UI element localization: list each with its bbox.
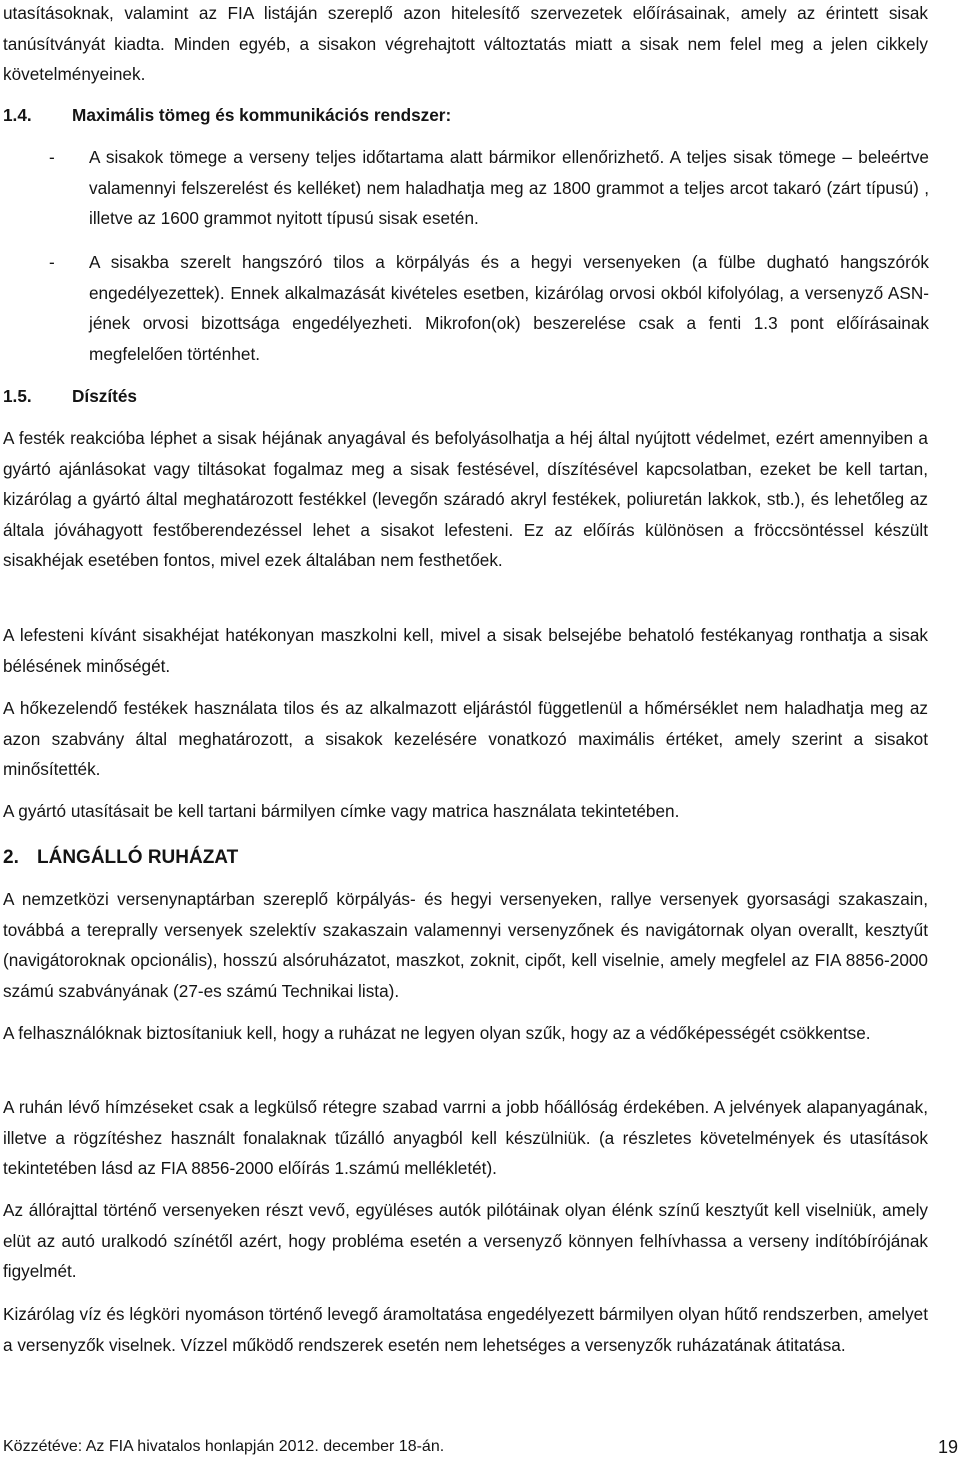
section-number: 1.4.: [3, 105, 32, 125]
page-number: 19: [937, 1437, 958, 1457]
paragraph: A nemzetközi versenynaptárban szereplő körpályás- és hegyi versenyeken, rallye versenyek gyorsasági szakaszain, továbbá a tereprally versenyek szelektív szakaszain valamennyi versenyzőnek és navigátornak olyan overallt, kesztyűt (navigátoroknak opcionális), hosszú alsóruházatot, maszkot, zoknit, cipőt, kell viselnie, amely megfelel az FIA 8856-2000 számú szabványának (27-es számú Technikai lista).: [3, 889, 928, 1001]
paragraph: A hőkezelendő festékek használata tilos és az alkalmazott eljárástól függetlenül a hőmérséklet nem haladhatja meg az azon szabvány által meghatározott, a sisakok kezelésére vonatkozó maximális értéket, amely szerint a sisakot minősítették.: [3, 698, 928, 780]
list-item-text: A sisakba szerelt hangszóró tilos a körpályás és a hegyi versenyeken (a fülbe dugható hangszórók engedélyezettek). Ennek alkalmazását kivételes esetben, kizárólag orvosi okból kifolyólag, a versenyző ASN-jének orvosi bizottsága engedélyezheti. Mikrofon(ok) beszerelése csak a fenti 1.3 pont előírásainak megfelelően történhet.: [89, 252, 929, 364]
list-item: [49, 142, 929, 242]
paragraph: A lefesteni kívánt sisakhéjat hatékonyan maszkolni kell, mivel a sisak belsejébe behatoló festékanyag ronthatja a sisak bélésének minőségét.: [3, 625, 928, 676]
publication-note: Közzétéve: Az FIA hivatalos honlapján 2012. december 18-án.: [3, 1438, 445, 1455]
bullet-dash: -: [49, 252, 55, 272]
section-title: Díszítés: [72, 386, 137, 406]
paragraph: A ruhán lévő hímzéseket csak a legkülső rétegre szabad varrni a jobb hőállóság érdekében. A jelvények alapanyagának, illetve a rögzítéshez használt fonalaknak tűzálló anyagból kell készülniük. (a részletes követelmények és utasítások tekintetében lásd az FIA 8856-2000 előírás 1.számú mellékletét).: [3, 1097, 928, 1179]
section-number: 1.5.: [3, 386, 32, 406]
list-item: [49, 247, 929, 372]
paragraph: Az állórajttal történő versenyeken részt vevő, együléses autók pilótáinak olyan élénk színű kesztyűt kell viselniük, amely elüt az autó uralkodó színétől azért, hogy probléma esetén a versenyző könnyen felhívhassa a verseny indítóbírójának figyelmét.: [3, 1200, 928, 1282]
section-title: Maximális tömeg és kommunikációs rendszer:: [72, 105, 452, 125]
list-item-text: A sisakok tömege a verseny teljes időtartama alatt bármikor ellenőrizhető. A teljes sisak tömege – beleértve valamennyi felszerelést és kelléket) nem haladhatja meg az 1800 grammot a teljes arcot takaró (zárt típusú) , illetve az 1600 grammot nyitott típusú sisak esetén.: [89, 147, 929, 229]
paragraph: A gyártó utasításait be kell tartani bármilyen címke vagy matrica használata tekintetében.: [3, 801, 680, 821]
section-title: LÁNGÁLLÓ RUHÁZAT: [37, 847, 239, 868]
bullet-dash: -: [49, 147, 55, 167]
section-number: 2.: [3, 847, 19, 868]
paragraph: A felhasználóknak biztosítaniuk kell, hogy a ruházat ne legyen olyan szűk, hogy az a védőképességét csökkentse.: [3, 1023, 871, 1043]
paragraph: A festék reakcióba léphet a sisak héjának anyagával és befolyásolhatja a héj által nyújtott védelmet, ezért amennyiben a gyártó ajánlásokat vagy tiltásokat fogalmaz meg a sisak festésével, díszítésével kapcsolatban, ezeket be kell tartan, kizárólag a gyártó által meghatározott festékkel (levegőn száradó akryl festékek, poliuretán lakkok, stb.), és lehetőleg az általa jóváhagyott festőberendezéssel lehet a sisakot lefesteni. Ez az előírás különösen a fröccsöntéssel készült sisakhéjak esetében fontos, mivel ezek általában nem festhetőek.: [3, 428, 928, 571]
intro-paragraph: utasításoknak, valamint az FIA listáján szereplő azon hitelesítő szervezetek előírásainak, amely az érintett sisak tanúsítványát kiadta. Minden egyéb, a sisakon végrehajtott változtatás miatt a sisak nem felel meg a jelen cikkely követelményeinek.: [3, 3, 928, 85]
paragraph: Kizárólag víz és légköri nyomáson történő levegő áramoltatása engedélyezett bármilyen olyan hűtő rendszerben, amelyet a versenyzők viselnek. Vízzel működő rendszerek esetén nem lehetséges a versenyzők ruházatának átitatása.: [3, 1304, 928, 1355]
